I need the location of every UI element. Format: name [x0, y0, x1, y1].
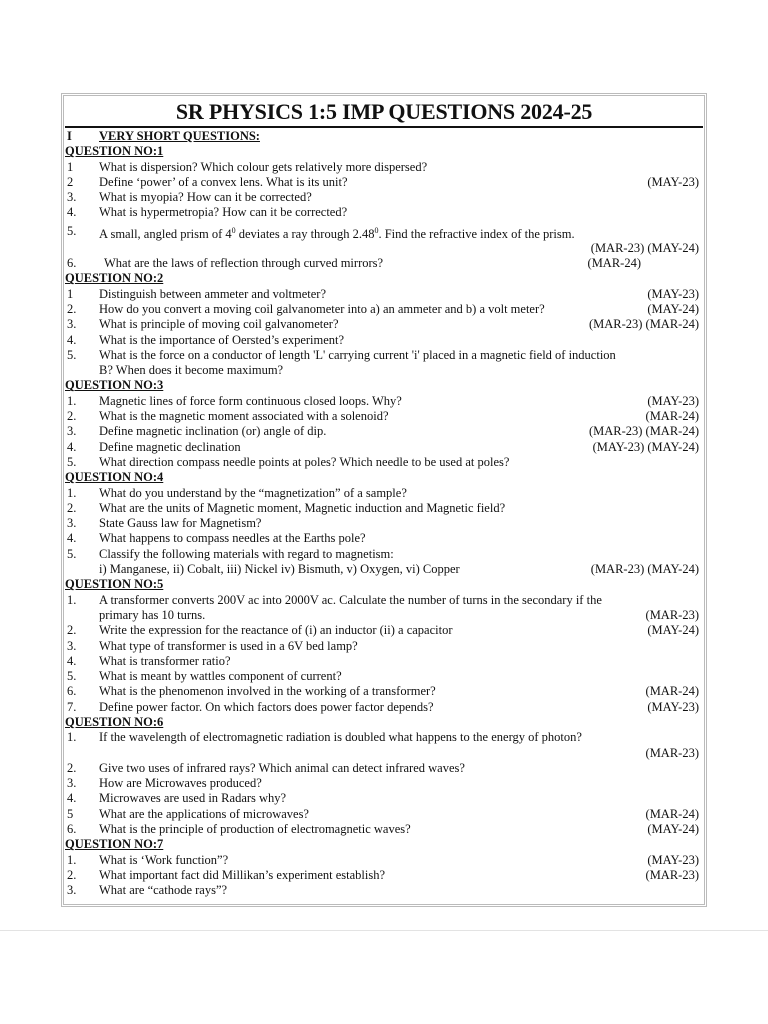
item-text: What is the principle of production of electromagnetic waves?: [99, 822, 411, 837]
item-text: Microwaves are used in Radars why?: [99, 791, 287, 806]
item-number: 4.: [67, 653, 77, 668]
question-item: [65, 700, 699, 715]
exam-tag: (MAY-23) (MAY-24): [592, 439, 699, 454]
question-item: [65, 761, 699, 776]
item-number: 4.: [67, 332, 77, 347]
question-heading: QUESTION NO:2: [65, 271, 164, 286]
question-heading: QUESTION NO:4: [65, 470, 164, 485]
item-text: Define magnetic declination: [99, 439, 241, 454]
item-text: What direction compass needle points at poles? Which needle to be used at poles?: [99, 454, 510, 469]
item-number: 4.: [67, 531, 77, 546]
item-number: 2.: [67, 500, 77, 515]
item-text: If the wavelength of electromagnetic radiation is doubled what happens to the energy of photon?: [99, 730, 582, 745]
question-list: [65, 730, 699, 837]
question-item: [65, 302, 699, 317]
question-list: [65, 287, 699, 379]
item-number: 7.: [67, 699, 77, 714]
item-number: 3.: [67, 638, 77, 653]
item-text: Magnetic lines of force form continuous closed loops. Why?: [99, 393, 402, 408]
exam-tag: (MAR-24): [587, 256, 641, 271]
item-number: 2.: [67, 867, 77, 882]
question-list: [65, 160, 699, 221]
item-text: What type of transformer is used in a 6V bed lamp?: [99, 638, 358, 653]
question-item: [65, 868, 699, 883]
question-item: [65, 822, 699, 837]
question-item: [65, 424, 699, 439]
question-item: [65, 160, 699, 175]
item-number: 3.: [67, 317, 77, 332]
item-number: 5.: [67, 546, 77, 561]
exam-tag: (MAY-23): [647, 852, 699, 867]
item-number: 6.: [67, 256, 77, 271]
question-list: [65, 394, 699, 470]
page-bottom-divider: [0, 930, 768, 931]
item-text: What are the applications of microwaves?: [99, 806, 309, 821]
page-title: SR PHYSICS 1:5 IMP QUESTIONS 2024-25: [175, 99, 593, 124]
exam-tag: (MAY-23): [647, 174, 699, 189]
exam-tag: (MAR-23): [645, 607, 699, 622]
question-item: [65, 593, 699, 608]
question-item: [65, 440, 699, 455]
item-text: What do you understand by the “magnetization” of a sample?: [99, 485, 407, 500]
exam-tag: (MAR-23): [645, 745, 699, 760]
item-number: 4.: [67, 205, 77, 220]
item-number: 4.: [67, 791, 77, 806]
item-number: 1: [67, 286, 74, 301]
item-text: Distinguish between ammeter and voltmeter?: [99, 286, 327, 301]
exam-tag: (MAY-23): [647, 699, 699, 714]
item-text: What is the magnetic moment associated with a solenoid?: [99, 409, 389, 424]
exam-tag: (MAR-24): [645, 806, 699, 821]
item-text: What is ‘Work function”?: [99, 852, 229, 867]
question-item: [65, 730, 699, 745]
item-text: Give two uses of infrared rays? Which animal can detect infrared waves?: [99, 760, 465, 775]
item-number: 3.: [67, 883, 77, 898]
item-number: 5.: [67, 347, 77, 362]
question-item: [65, 317, 699, 332]
exam-tag: (MAR-23) (MAY-24): [590, 562, 699, 577]
item-number: 2.: [67, 409, 77, 424]
item-number: 1.: [67, 485, 77, 500]
question-item: [65, 547, 699, 562]
item-text: What are the units of Magnetic moment, Magnetic induction and Magnetic field?: [99, 500, 506, 515]
item-text: How are Microwaves produced?: [99, 776, 262, 791]
question-item: [65, 501, 699, 516]
item-text: primary has 10 turns.: [99, 607, 206, 622]
question-item: [65, 175, 699, 190]
item-number: 4.: [67, 439, 77, 454]
question-item: [65, 241, 699, 256]
exam-tag: (MAR-24): [645, 684, 699, 699]
question-heading: QUESTION NO:3: [65, 378, 164, 393]
item-text: Write the expression for the reactance of (i) an inductor (ii) a capacitor: [99, 623, 453, 638]
item-number: 3.: [67, 776, 77, 791]
question-item: [65, 639, 699, 654]
question-heading: QUESTION NO:7: [65, 837, 164, 852]
item-text: Define ‘power’ of a convex lens. What is its unit?: [99, 174, 348, 189]
item-text: What is transformer ratio?: [99, 653, 231, 668]
question-heading: QUESTION NO:5: [65, 577, 164, 592]
question-item: [65, 776, 699, 791]
exam-tag: (MAR-23) (MAY-24): [590, 240, 699, 255]
question-item: [65, 287, 699, 302]
item-text: Classify the following materials with regard to magnetism:: [99, 546, 394, 561]
question-item: [65, 807, 699, 822]
question-item: [65, 333, 699, 348]
exam-tag: (MAR-24): [645, 409, 699, 424]
question-item: [65, 256, 699, 271]
question-item: [65, 684, 699, 699]
question-item: [65, 516, 699, 531]
title-underline: [65, 126, 703, 128]
question-list: [65, 853, 699, 899]
item-number: 1.: [67, 730, 77, 745]
item-text: What is myopia? How can it be corrected?: [99, 190, 312, 205]
item-number: 2.: [67, 760, 77, 775]
question-item: [65, 394, 699, 409]
exam-tag: (MAY-23): [647, 286, 699, 301]
item-number: 6.: [67, 822, 77, 837]
item-number: 1: [67, 159, 74, 174]
exam-tag: (MAY-24): [647, 301, 699, 316]
item-number: 5.: [67, 454, 77, 469]
exam-tag: (MAY-24): [647, 623, 699, 638]
item-text: What is dispersion? Which colour gets relatively more dispersed?: [99, 159, 428, 174]
exam-tag: (MAR-23) (MAR-24): [588, 317, 699, 332]
item-number: 5: [67, 806, 74, 821]
exam-tag: (MAR-23): [645, 867, 699, 882]
question-item: [65, 669, 699, 684]
item-text: A small, angled prism of $4^0$ deviates a ray through 2.48$^0$. Find the refractive index of the prism.: [99, 225, 575, 241]
item-text: i) Manganese, ii) Cobalt, iii) Nickel iv) Bismuth, v) Oxygen, vi) Copper: [99, 562, 460, 577]
question-item: [65, 654, 699, 669]
exam-tag: (MAY-24): [647, 822, 699, 837]
question-item: [65, 791, 699, 806]
section-heading: [65, 129, 699, 144]
item-text: What are the laws of reflection through curved mirrors?: [104, 256, 384, 271]
question-item: [65, 531, 699, 546]
question-item: [65, 883, 699, 898]
question-item: [65, 409, 699, 424]
item-text: What is hypermetropia? How can it be corrected?: [99, 205, 348, 220]
question-heading: QUESTION NO:6: [65, 714, 164, 729]
item-text: What happens to compass needles at the Earths pole?: [99, 531, 366, 546]
item-number: 3.: [67, 190, 77, 205]
item-number: 3.: [67, 516, 77, 531]
question-list: [65, 593, 699, 715]
item-number: 5.: [67, 669, 77, 684]
item-number: 1.: [67, 592, 77, 607]
item-number: 2.: [67, 301, 77, 316]
item-text: Define power factor. On which factors does power factor depends?: [99, 699, 434, 714]
item-text: What is principle of moving coil galvanometer?: [99, 317, 339, 332]
item-number: 2.: [67, 623, 77, 638]
section-number: I: [67, 129, 72, 143]
question-item: [65, 746, 699, 761]
item-number: 6.: [67, 684, 77, 699]
question-item: [65, 348, 699, 363]
question-item: [65, 190, 699, 205]
item-number: 2: [67, 174, 74, 189]
question-item: [65, 486, 699, 501]
item-number: 1.: [67, 393, 77, 408]
item-text: A transformer converts 200V ac into 2000V ac. Calculate the number of turns in the secondary if the: [99, 592, 602, 607]
item-number: 1.: [67, 852, 77, 867]
section-label: VERY SHORT QUESTIONS:: [99, 129, 260, 143]
question-item: [65, 562, 699, 577]
item-text: State Gauss law for Magnetism?: [99, 516, 262, 531]
question-list: [65, 486, 699, 578]
exam-tag: (MAY-23): [647, 393, 699, 408]
question-item: [65, 608, 699, 623]
item-text: B? When does it become maximum?: [99, 363, 284, 378]
item-text: What is the phenomenon involved in the working of a transformer?: [99, 684, 436, 699]
question-item: [65, 221, 699, 241]
item-text: What important fact did Millikan’s experiment establish?: [99, 867, 386, 882]
item-text: Define magnetic inclination (or) angle of dip.: [99, 424, 327, 439]
question-item: [65, 853, 699, 868]
question-item: [65, 205, 699, 220]
exam-tag: (MAR-23) (MAR-24): [588, 424, 699, 439]
questions-content: [65, 129, 699, 899]
question-item: [65, 623, 699, 638]
question-heading: QUESTION NO:1: [65, 144, 164, 159]
item-text: What are “cathode rays”?: [99, 883, 228, 898]
item-text: How do you convert a moving coil galvanometer into a) an ammeter and b) a volt meter?: [99, 301, 545, 316]
question-item: [65, 455, 699, 470]
item-number: 5.: [67, 223, 77, 238]
question-item: [65, 363, 699, 378]
item-text: What is meant by wattles component of current?: [99, 669, 342, 684]
item-text: What is the importance of Oersted’s experiment?: [99, 332, 345, 347]
item-text: What is the force on a conductor of length 'L' carrying current 'i' placed in a magnetic field of induction: [99, 347, 616, 362]
item-number: 3.: [67, 424, 77, 439]
question-page: [61, 93, 707, 907]
